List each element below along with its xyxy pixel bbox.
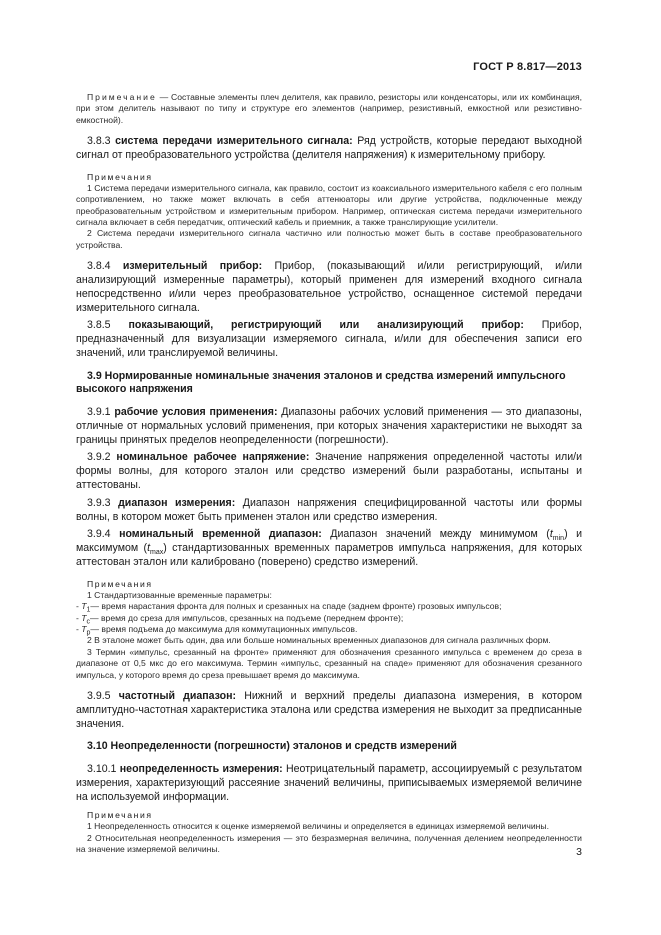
clause-3-8-3: 3.8.3 система передачи измерительного сигнала: Ряд устройств, которые передают выходной сигнал от преобразовательного устройства (делителя напряжения) к измерительному прибору.	[76, 135, 582, 162]
clause-3-10-1: 3.10.1 неопределенность измерения: Неотрицательный параметр, ассоциируемый с результатом измерения, характеризующий рассеяние значений величины, приписываемых измеряемой величине на используемой информации.	[76, 763, 582, 803]
notes-heading: Примечания	[87, 171, 153, 182]
clause-3-8-5: 3.8.5 показывающий, регистрирующий или анализирующий прибор: Прибор, предназначенный для визуализации измеряемого сигнала, и/или для обеспечения записи его значений, или транслируемой величины.	[76, 319, 582, 360]
standard-code: ГОСТ Р 8.817—2013	[473, 61, 582, 73]
clause-3-9-3: 3.9.3 диапазон измерения: Диапазон напряжения специфицированной частоты или формы волны, в котором может быть применен эталон или средство измерения.	[76, 496, 582, 523]
note-item: 3 Термин «импульс, срезанный на фронте» применяют для обозначения срезанного импульса с временем до среза в диапазоне от 0,5 мкс до его максимума. Термин «импульс, срезанный на спаде» применяют для обозначения срезанного импульса, у которого время до среза превышает время до максимума.	[76, 646, 582, 680]
note-item: 2 В эталоне может быть один, два или больше номинальных временных диапазонов для сигнала различных форм.	[87, 635, 551, 646]
note-dash-item: - $T_p—$ время подъема до максимума для коммутационных импульсов.	[76, 624, 358, 637]
notes-heading: Примечания	[87, 578, 153, 589]
note-divider-elements: Примечание — Составные элементы плеч делителя, как правило, резисторы или конденсаторы, или их комбинация, при этом делитель называют по типу и структуре его элементов (например, резистивный, емкостной или резистивно-емкостной).	[76, 92, 582, 125]
notes-heading: Примечания	[87, 810, 153, 821]
clause-3-9-4: 3.9.4 номинальный временной диапазон: Диапазон значений между минимумом $(t_{min})$ и максимумом $(t_{max})$ стандартизованных временных параметров импульса напряжения, для которых аттестован эталон или калибровано (поверено) средство измерений.	[76, 528, 583, 568]
clause-3-9-1: 3.9.1 рабочие условия применения: Диапазоны рабочих условий применения — это диапазоны, отличные от нормальных условий применения, при которых значения характеристики не выходят за границы принятых пределов неопределенности (погрешности).	[76, 406, 582, 446]
section-heading-3-9: 3.9 Нормированные номинальные значения эталонов и средства измерений импульсного высокого напряжения	[76, 369, 566, 396]
clause-3-9-5: 3.9.5 частотный диапазон: Нижний и верхний пределы диапазона измерения, в котором амплитудно-частотная характеристика эталона или средства измерения не выходит за предписанные значения.	[76, 690, 582, 730]
clause-3-8-4: 3.8.4 измерительный прибор: Прибор, (показывающий и/или регистрирующий, и/или анализирующий измеренные параметры), который применен для измерений входного сигнала непосредственно и/или через преобразовательное устройство, оснащенное системой передачи измерительного сигнала.	[76, 260, 582, 314]
note-dash-item: - $T_c—$ время до среза для импульсов, срезанных на подъеме (переднем фронте);	[76, 612, 404, 626]
note-item: 1 Стандартизованные временные параметры:	[87, 589, 272, 600]
page-content	[76, 92, 582, 856]
note-item: 2 Относительная неопределенность измерения — это безразмерная величина, полученная делением неопределенности на значение измеряемой величины.	[76, 832, 582, 855]
clause-3-9-2: 3.9.2 номинальное рабочее напряжение: Значение напряжения определенной частоты или/и формы волны, для которого эталон или средство измерений были разработаны, испытаны и аттестованы.	[76, 451, 583, 491]
note-item: 1 Система передачи измерительного сигнала, как правило, состоит из коаксиального измерительного кабеля с его полным сопротивлением, но также может включать в себя аттенюаторы или другие устройства, подключенные между преобразовательным устройством и измерительным прибором. Например, оптическая система передачи измерительного сигнала включает в себя передатчик, оптический кабель и приемник, а также транслирующие усилители.	[76, 182, 582, 228]
page-number: 3	[576, 846, 582, 858]
section-heading-3-10: 3.10 Неопределенности (погрешности) эталонов и средств измерений	[87, 740, 457, 753]
note-item: 2 Система передачи измерительного сигнала частично или полностью может быть в составе преобразовательного устройства.	[76, 228, 582, 250]
note-item: 1 Неопределенность относится к оценке измеряемой величины и определяется в единицах измеряемой величины.	[87, 821, 549, 832]
note-dash-item: - $T_1—$ время нарастания фронта для полных и срезанных на спаде (заднем фронте) грозовых импульсов;	[76, 601, 502, 614]
